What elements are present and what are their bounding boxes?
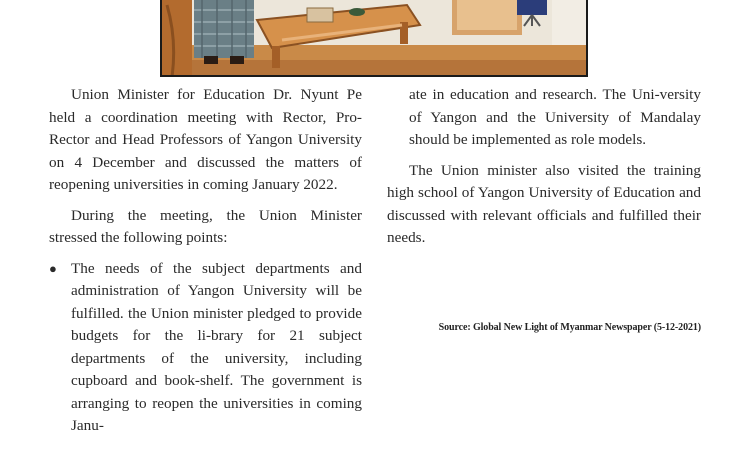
- paragraph-intro: Union Minister for Education Dr. Nyunt Pe held a coordination meeting with Rector, Pro-Rector and Head Professors of Yangon University on 4 December and discussed the matters of reopening universities in coming January 2022.: [49, 86, 362, 193]
- paragraph-visit: The Union minister also visited the training high school of Yangon University of Education and discussed with relevant officials and fulfilled their needs.: [387, 161, 701, 246]
- left-column: [49, 84, 362, 438]
- paragraph-meeting: During the meeting, the Union Minister stressed the following points:: [49, 206, 362, 246]
- bullet-item: [49, 258, 362, 438]
- source-citation: Source: Global New Light of Myanmar Newspaper (5-12-2021): [438, 322, 701, 333]
- paragraph-continued: ate in education and research. The Uni-versity of Yangon and the University of Mandalay should be implemented as role models.: [409, 86, 701, 148]
- bullet-text: The needs of the subject departments and administration of Yangon University will be fulfilled. the Union minister pledged to provide budgets for the li-brary for 21 subject departments of the university, including cupboard and book-shelf. The government is arranging to reopen the universities in coming Janu-: [71, 259, 362, 434]
- news-photo: [160, 0, 588, 77]
- right-column: [387, 84, 701, 250]
- bullet-icon: ●: [49, 260, 57, 276]
